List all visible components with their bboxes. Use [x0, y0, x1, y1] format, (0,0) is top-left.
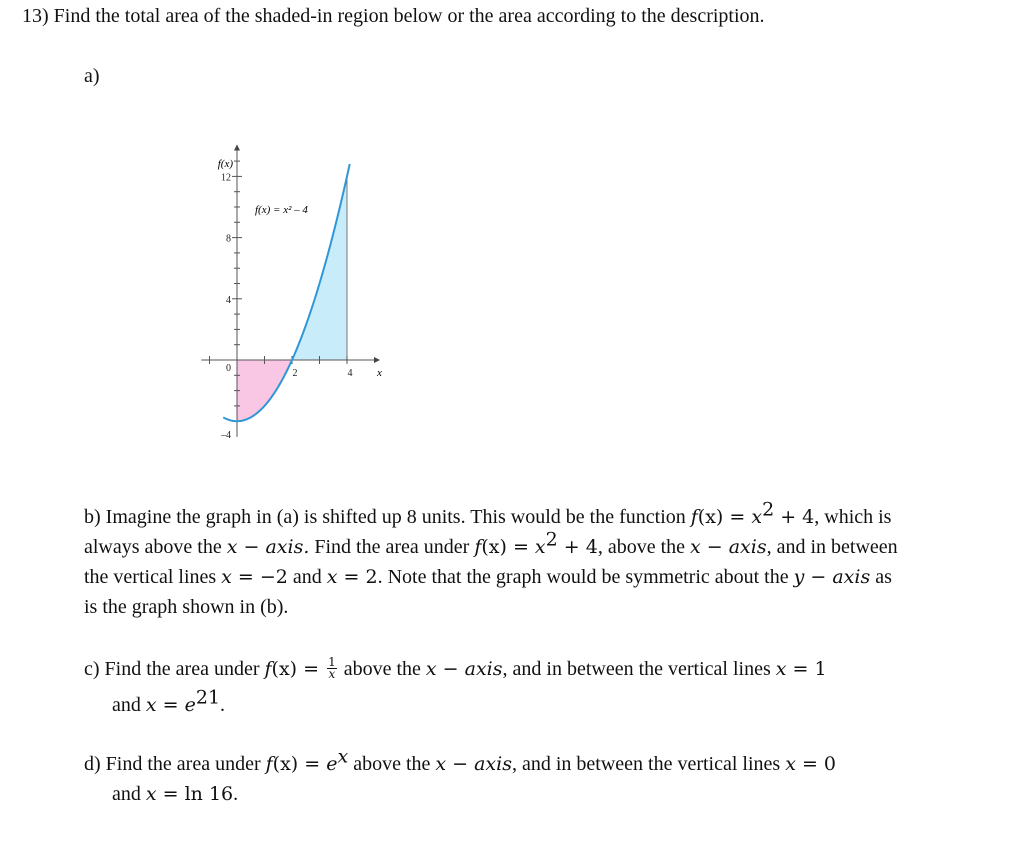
part-b-label: b) [84, 506, 101, 528]
y-tick-label: 0 [226, 363, 231, 374]
math-expr: = x [506, 536, 546, 558]
math-expr: + 4 [557, 536, 598, 558]
math-arg: (x) [697, 506, 724, 528]
negative-area-shade [237, 360, 292, 421]
part-b-text: , above the [597, 536, 691, 558]
y-tick-label: 4 [226, 294, 231, 306]
math-value: = ln 16 [156, 783, 234, 805]
math-axis: − axis [436, 658, 503, 680]
math-axis: − axis. [237, 536, 310, 558]
math-f: f [690, 506, 698, 528]
x-tick-label: 2 [292, 368, 298, 379]
part-c [84, 654, 1004, 720]
part-d-line-2 [84, 779, 1004, 809]
part-b-text: always above the [84, 536, 227, 558]
math-exponent: 21 [195, 686, 221, 709]
part-b-text: the vertical lines [84, 566, 222, 588]
part-d [84, 745, 1004, 809]
part-d-text: above the [348, 753, 436, 775]
part-d-text: . [233, 783, 239, 805]
math-value: = 0 [795, 753, 837, 775]
part-b-text: is the graph shown in (b). [84, 596, 289, 618]
math-arg: (x) [272, 753, 299, 775]
y-tick-label: 8 [226, 233, 231, 245]
math-expr: + 4 [774, 506, 815, 528]
math-x: x [690, 536, 701, 558]
part-a-label: a) [84, 65, 100, 87]
math-f: f [474, 536, 482, 558]
part-c-line-1 [84, 654, 1004, 684]
y-tick-label: –4 [221, 430, 231, 442]
math-axis: − axis [700, 536, 767, 558]
part-b-line-2 [84, 528, 1004, 562]
part-b-text: , which is [814, 506, 892, 528]
math-exponent: 2 [545, 528, 558, 551]
part-c-text: . [220, 694, 226, 716]
math-f: f [264, 658, 272, 680]
math-expr: = x [723, 506, 763, 528]
function-label: f(x) = x² – 4 [255, 204, 308, 217]
part-c-text: and [112, 694, 146, 716]
part-d-text: Find the area under [105, 753, 266, 775]
math-exponent: 2 [762, 498, 775, 521]
part-b-text: Find the area under [309, 536, 475, 558]
part-c-label: c) [84, 658, 100, 680]
part-b-text: . Note that the graph would be symmetric about the [377, 566, 794, 588]
math-x: x [425, 658, 437, 680]
math-value: = 1 [786, 658, 827, 680]
y-axis-label: f(x) [217, 158, 233, 171]
part-b-text: and [287, 566, 327, 588]
y-tick-label: 12 [221, 172, 231, 184]
part-b [84, 498, 1004, 622]
y-tick-labels [220, 172, 231, 441]
math-arg: (x) [271, 658, 298, 680]
math-equals: = [297, 658, 326, 680]
math-f: f [265, 753, 273, 775]
part-b-line-3 [84, 562, 1004, 592]
math-arg: (x) [481, 536, 507, 558]
part-b-text: Imagine the graph in (a) is shifted up 8 units. This would be the function [105, 506, 691, 528]
part-b-line-1 [84, 498, 1004, 532]
math-y: y [793, 566, 805, 588]
math-expr: = e [298, 753, 338, 775]
math-value: = 2 [337, 566, 378, 588]
math-x: x [435, 753, 447, 775]
part-b-text: , and in between [766, 536, 898, 558]
math-exponent: x [337, 745, 349, 768]
math-x: x [145, 694, 157, 716]
math-axis: − axis [804, 566, 871, 588]
math-x: x [226, 536, 238, 558]
part-c-text: , and in between the vertical lines [502, 658, 776, 680]
part-c-text: Find the area under [104, 658, 265, 680]
part-d-label: d) [84, 753, 101, 775]
x-axis-label: x [377, 367, 382, 379]
part-b-line-4 [84, 592, 1004, 622]
problem-header [22, 4, 765, 28]
math-x: x [785, 753, 796, 775]
math-value: = −2 [231, 566, 288, 588]
x-tick-labels [293, 368, 353, 379]
problem-number: 13) [22, 5, 49, 27]
x-tick-label: 4 [347, 368, 353, 379]
math-axis: − axis [446, 753, 512, 775]
math-x: x [145, 783, 157, 805]
part-c-text: above the [338, 658, 426, 680]
problem-instruction: Find the total area of the shaded-in region below or the area according to the description. [53, 5, 765, 27]
function-graph [190, 96, 410, 476]
part-d-text: , and in between the vertical lines [511, 753, 786, 775]
part-d-line-1 [84, 745, 1004, 779]
math-x: x [326, 566, 338, 588]
part-b-text: as [870, 566, 892, 588]
fraction-denominator: x [328, 666, 336, 681]
math-value: = e [156, 694, 196, 716]
fraction-numerator: 1 [328, 654, 336, 669]
math-x: x [221, 566, 232, 588]
part-d-text: and [112, 783, 146, 805]
fraction [327, 654, 337, 681]
math-x: x [775, 658, 787, 680]
part-c-line-2 [84, 686, 1004, 720]
